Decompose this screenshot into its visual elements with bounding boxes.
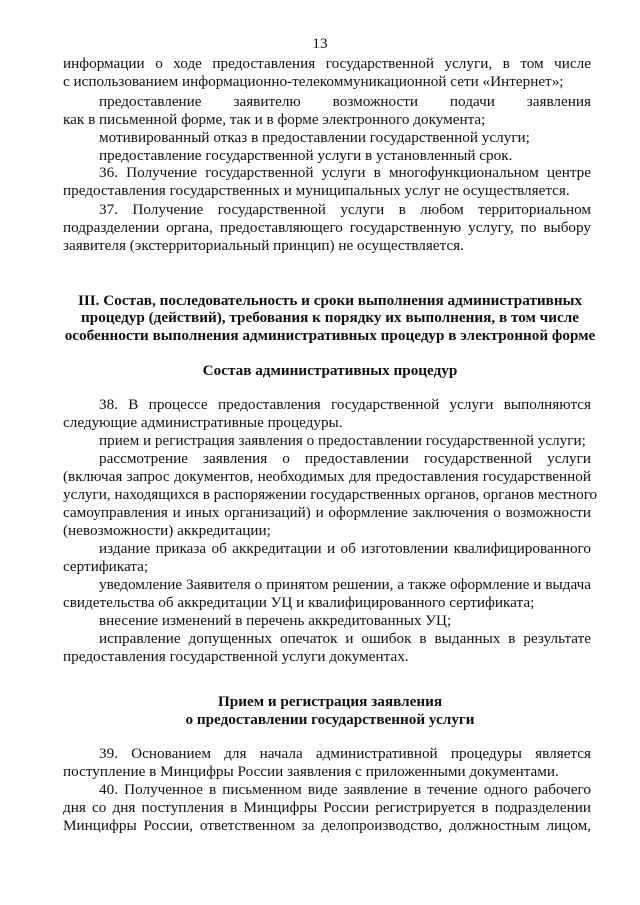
text-line: поступление в Минцифры России заявления с приложенными документами. (63, 763, 559, 780)
text-line: дня со дня поступления в Минцифры России регистрируется в подразделении (63, 799, 591, 816)
text-line: 40. Полученное в письменном виде заявление в течение одного рабочего (99, 781, 591, 798)
text-line: 39. Основанием для начала административной процедуры является (99, 745, 591, 762)
subheading-line: Прием и регистрация заявления (217, 693, 443, 710)
section-heading-line: процедур (действий), требования к порядку их выполнения, в том числе (81, 309, 579, 326)
text-line: 36. Получение государственной услуги в многофункциональном центре (99, 164, 591, 181)
text-line: (включая запрос документов, необходимых для предоставления государственной (63, 468, 591, 485)
text-line: издание приказа об аккредитации и об изготовлении квалифицированного (99, 540, 591, 557)
text-line: услуги, находящихся в распоряжении государственных органов, органов местного (63, 486, 598, 503)
section-heading-line: особенности выполнения административных процедур в электронной форме (64, 327, 596, 344)
text-line: подразделении органа, предоставляющего государственную услугу, по выбору (63, 219, 591, 236)
text-line: 37. Получение государственной услуги в любом территориальном (99, 201, 591, 218)
text-line: информации о ходе предоставления государственной услуги, в том числе (63, 55, 591, 72)
text-line: сертификата; (63, 558, 149, 575)
text-line: прием и регистрация заявления о предоставлении государственной услуги; (99, 432, 586, 449)
text-line: мотивированный отказ в предоставлении государственной услуги; (99, 129, 530, 146)
text-line: с использованием информационно-телекоммуникационной сети «Интернет»; (63, 73, 564, 90)
text-line: как в письменной форме, так и в форме электронного документа; (63, 111, 486, 128)
section-heading-line: III. Состав, последовательность и сроки выполнения административных (77, 292, 583, 309)
subheading: Состав административных процедур (202, 362, 458, 379)
text-line: предоставления государственных и муниципальных услуг не осуществляется. (63, 182, 570, 199)
text-line: предоставление государственной услуги в установленный срок. (99, 147, 513, 164)
text-line: свидетельства об аккредитации УЦ и квалифицированного сертификата; (63, 594, 535, 611)
text-line: 38. В процессе предоставления государственной услуги выполняются (99, 396, 591, 413)
text-line: предоставления государственной услуги документах. (63, 648, 409, 665)
text-line: (невозможности) аккредитации; (63, 522, 271, 539)
subheading-line: о предоставлении государственной услуги (185, 711, 475, 728)
text-line: предоставление заявителю возможности подачи заявления (99, 93, 591, 110)
text-line: внесение изменений в перечень аккредитованных УЦ; (99, 612, 452, 629)
text-line: заявителя (экстерриториальный принцип) не осуществляется. (63, 237, 464, 254)
page-number: 13 (312, 35, 328, 52)
text-line: самоуправления и иных организаций) и оформление заключения о возможности (63, 504, 591, 521)
text-line: исправление допущенных опечаток и ошибок в выданных в результате (99, 630, 591, 647)
text-line: Минцифры России, ответственном за делопроизводство, должностным лицом, (63, 817, 591, 834)
text-line: следующие административные процедуры. (63, 414, 343, 431)
text-line: рассмотрение заявления о предоставлении государственной услуги (99, 450, 591, 467)
text-line: уведомление Заявителя о принятом решении, а также оформление и выдача (99, 576, 591, 593)
